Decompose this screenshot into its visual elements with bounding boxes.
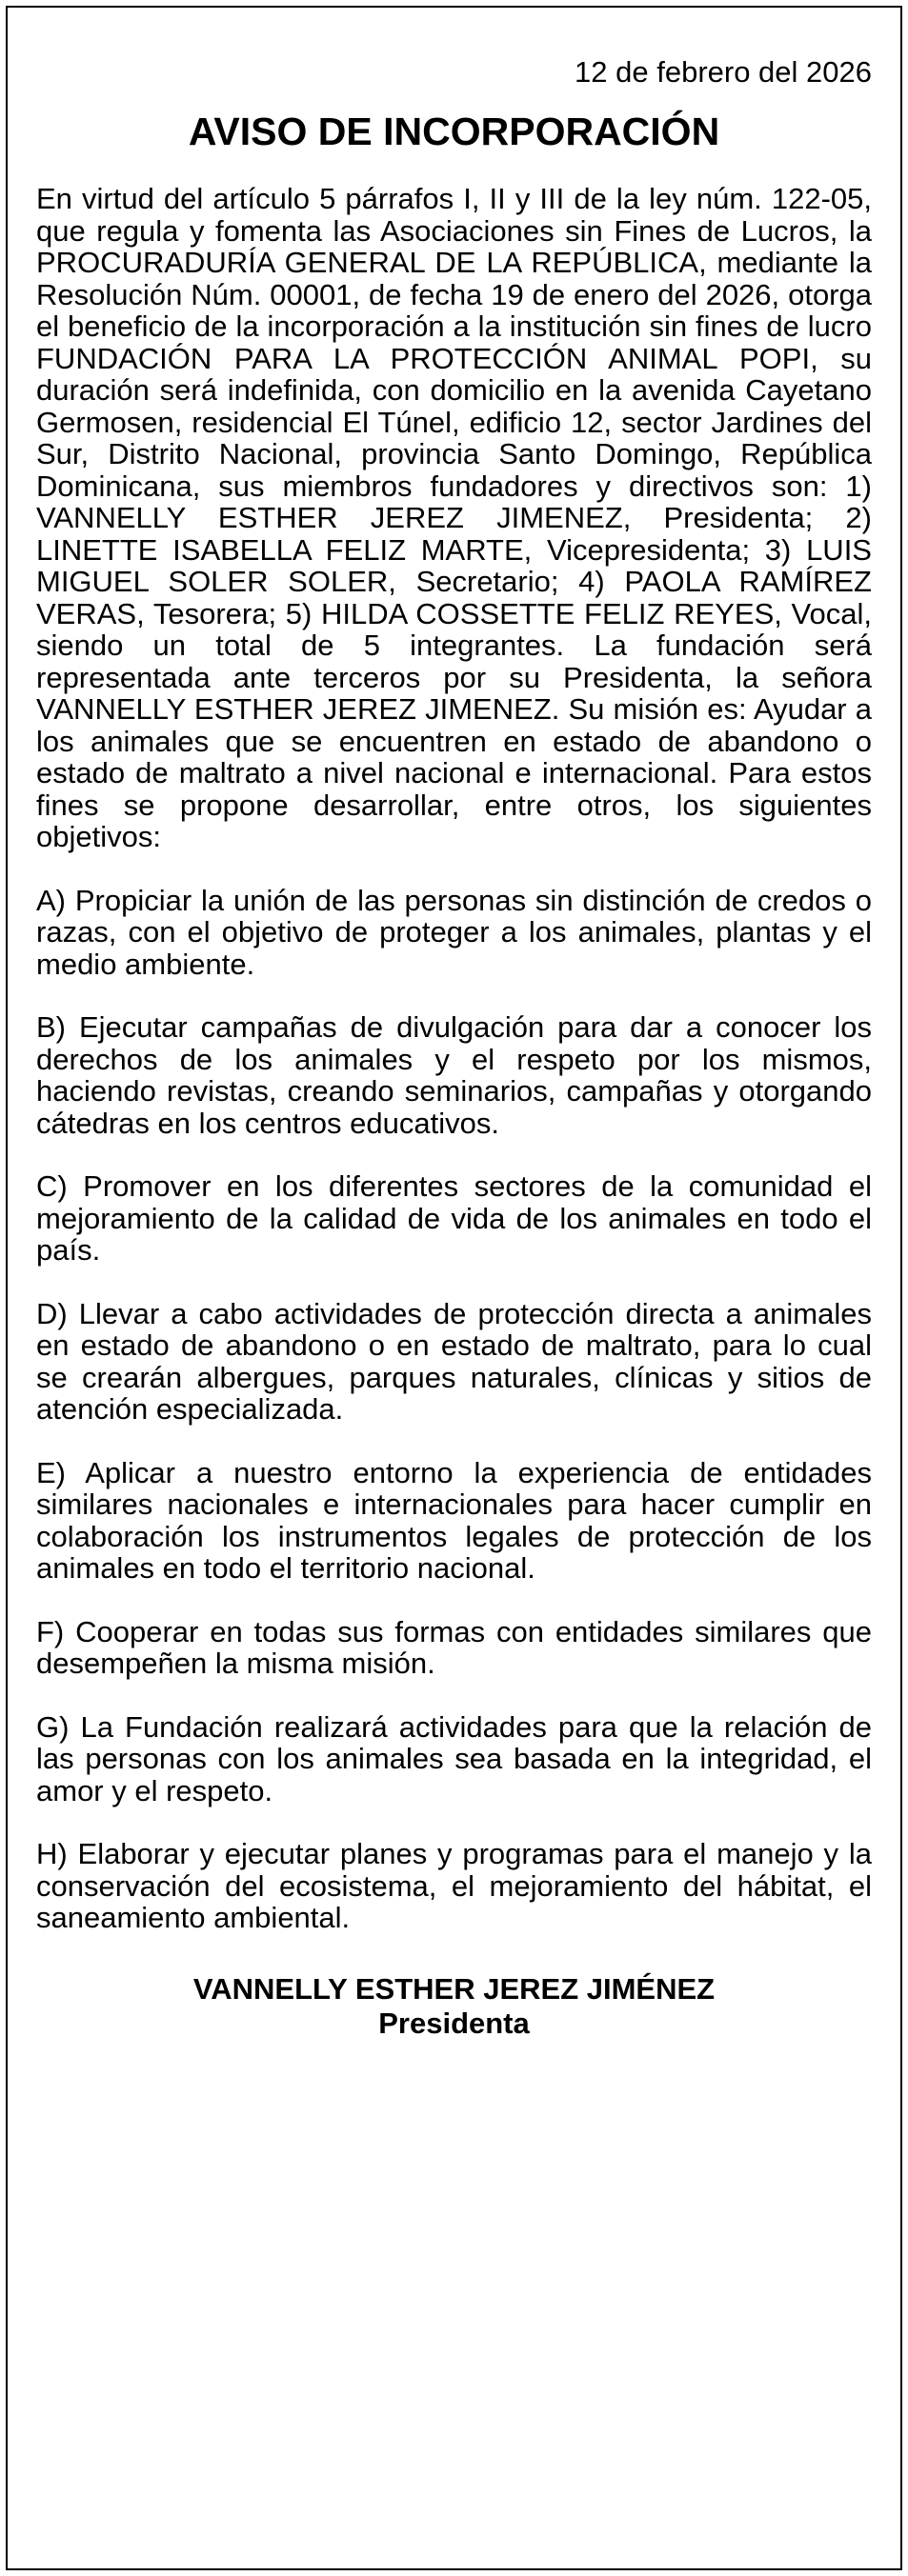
signatory-role: Presidenta — [378, 2006, 530, 2040]
signatory-name: VANNELLY ESTHER JEREZ JIMÉNEZ — [192, 1971, 716, 2006]
objective-g: G) La Fundación realizará actividades para que la relación de las personas con los animales sea basada en la integridad, el amor y el respeto. — [36, 1709, 872, 1807]
objective-d: D) Llevar a cabo actividades de protección directa a animales en estado de abandono o en estado de maltrato, para lo cual se crearán albergues, parques naturales, clínicas y sitios de atención especializada. — [36, 1296, 872, 1426]
notice-title: AVISO DE INCORPORACIÓN — [188, 110, 720, 153]
objective-h: H) Elaborar y ejecutar planes y programas para el manejo y la conservación del ecosistema, el mejoramiento del hábitat, el saneamiento ambiental. — [36, 1837, 872, 1934]
objective-e: E) Aplicar a nuestro entorno la experiencia de entidades similares nacionales e internacionales para hacer cumplir en colaboración los instrumentos legales de protección de los animales en todo el territorio nacional. — [36, 1455, 872, 1585]
objective-f: F) Cooperar en todas sus formas con entidades similares que desempeñen la misma misión. — [36, 1614, 872, 1680]
objectives-list — [36, 885, 872, 1934]
objective-a: A) Propiciar la unión de las personas sin distinción de credos o razas, con el objetivo de proteger a los animales, plantas y el medio ambiente. — [36, 883, 872, 981]
objective-c: C) Promover en los diferentes sectores de la comunidad el mejoramiento de la calidad de vida de los animales en todo el país. — [36, 1169, 872, 1267]
intro-paragraph: En virtud del artículo 5 párrafos I, II y III de la ley núm. 122-05, que regula y fomenta las Asociaciones sin Fines de Lucros, la PROCURADURÍA GENERAL DE LA REPÚBLICA, mediante la Resolución Núm. 00001, de fecha 19 de enero del 2026, otorga el beneficio de la incorporación a la institución sin fines de lucro FUNDACIÓN PARA LA PROTECCIÓN ANIMAL POPI, su duración será indefinida, con domicilio en la avenida Cayetano Germosen, residencial El Túnel, edificio 12, sector Jardines del Sur, Distrito Nacional, provincia Santo Domingo, República Dominicana, sus miembros fundadores y directivos son: 1) VANNELLY ESTHER JEREZ JIMENEZ, Presidenta; 2) LINETTE ISABELLA FELIZ MARTE, Vicepresidenta; 3) LUIS MIGUEL SOLER SOLER, Secretario; 4) PAOLA RAMÍREZ VERAS, Tesorera; 5) HILDA COSSETTE FELIZ REYES, Vocal, siendo un total de 5 integrantes. La fundación será representada ante terceros por su Presidenta, la señora VANNELLY ESTHER JEREZ JIMENEZ. Su misión es: Ayudar a los animales que se encuentren en estado de abandono o estado de maltrato a nivel nacional e internacional. Para estos fines se propone desarrollar, entre otros, los siguientes objetivos: — [36, 182, 872, 853]
notice-box — [6, 6, 902, 2570]
notice-date: 12 de febrero del 2026 — [575, 55, 872, 89]
objective-b: B) Ejecutar campañas de divulgación para dar a conocer los derechos de los animales y el respeto por los mismos, haciendo revistas, creando seminarios, campañas y otorgando cátedras en los centros educativos. — [36, 1010, 872, 1140]
signature-block — [36, 1972, 872, 2041]
